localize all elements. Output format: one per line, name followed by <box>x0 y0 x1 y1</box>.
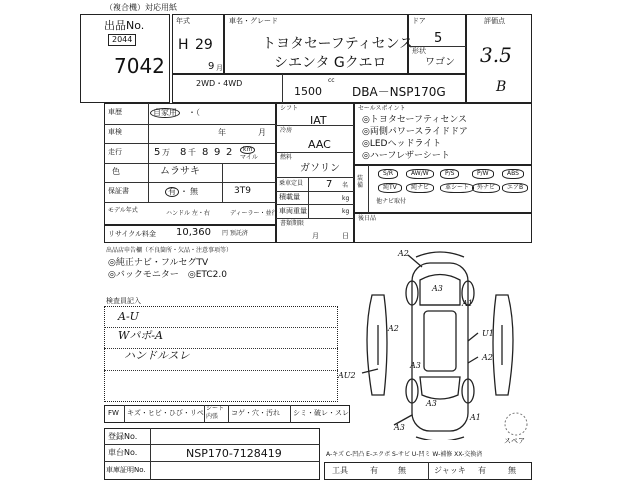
equip-label: 装備 <box>357 175 364 190</box>
equip-navi: 純ナビ <box>406 183 434 193</box>
mileage-d1: 5 <box>154 147 161 158</box>
inspection-year-unit: 年 <box>218 128 226 137</box>
seat-label2: 内張 <box>206 413 219 420</box>
displacement-value: 1500 <box>294 85 322 98</box>
seat-items: コゲ・穴・汚れ <box>231 409 280 417</box>
ac-label: 冷房 <box>280 127 293 134</box>
recycle-value: 10,360 <box>176 227 211 238</box>
year-label: 年式 <box>176 17 190 25</box>
inspector-label: 検査員記入 <box>106 297 141 305</box>
recycle-unit: 円 預託済 <box>222 230 248 237</box>
frame-value: NSP170-7128419 <box>186 447 282 460</box>
sales-item: ◎両側パワースライドドア <box>362 127 468 137</box>
mileage-unit2: マイル <box>240 154 258 161</box>
exhibit-notes-label: 出品店申告欄（不良箇所・欠品・注意事項等） <box>106 247 233 254</box>
other-notes-box <box>354 213 532 243</box>
diagram-mark: A1 <box>470 413 481 422</box>
weight-unit: kg <box>342 208 350 215</box>
spare-tire-icon <box>502 410 530 438</box>
fuel-value: ガソリン <box>300 163 340 174</box>
door-label: ドア <box>412 17 426 25</box>
spare-label: スペア <box>504 437 525 445</box>
sales-item: ◎トヨタセーフティセンス <box>362 115 468 125</box>
mileage-u1: 万 <box>162 148 170 157</box>
diagram-mark: A2 <box>388 324 399 333</box>
inspector-note: A-U <box>118 310 139 323</box>
mileage-u2: 千 <box>188 148 196 157</box>
weight-label: 車両重量 <box>279 207 307 215</box>
mileage-unit: km <box>240 146 255 154</box>
tools-yes: 有 <box>370 466 378 475</box>
equip-aw: AW/W <box>406 169 434 179</box>
deadline-label: 書類期限 <box>280 220 305 227</box>
diagram-mark: A2 <box>482 353 493 362</box>
other-notes-label: 後日品 <box>358 215 377 222</box>
model-code: DBA－NSP170G <box>352 85 446 99</box>
registration-label: 登録No. <box>108 432 138 441</box>
shift-value: IAT <box>310 114 327 127</box>
shape-value: ワゴン <box>425 57 455 68</box>
mileage-d4: 9 <box>214 147 221 158</box>
jack-no: 無 <box>508 466 516 475</box>
color-value: ムラサキ <box>160 166 200 177</box>
inspection-label: 車検 <box>108 128 122 136</box>
inspection-month-unit: 月 <box>258 128 266 137</box>
jack-label: ジャッキ <box>434 466 466 475</box>
tools-label: 工具 <box>332 466 348 475</box>
capacity-value: 7 <box>326 179 333 190</box>
lot-label: 出品No. <box>104 19 145 32</box>
equip-other: 他ナビ取付 <box>376 198 407 205</box>
grade-score: 3.5 <box>480 43 512 67</box>
load-unit: kg <box>342 195 350 202</box>
equip-leather: 革シート <box>440 183 474 193</box>
diagram-mark: A3 <box>432 284 443 293</box>
exhibit-note: ◎バックモニター ◎ETC2.0 <box>108 270 227 280</box>
seat-label: シート <box>206 405 225 412</box>
load-label: 積載量 <box>279 193 300 201</box>
diagram-mark: AU2 <box>338 371 356 380</box>
history-mark: ・（ <box>188 108 200 117</box>
tools-no: 無 <box>398 466 406 475</box>
equip-ps: P/S <box>440 169 459 179</box>
id-label: 車庫証明No. <box>106 466 146 474</box>
ac-value: AAC <box>308 138 331 151</box>
diagram-mark: A3 <box>394 423 405 432</box>
mileage-d5: 2 <box>226 147 233 158</box>
recycle-label: リサイクル料金 <box>108 230 157 238</box>
diagram-mark: A3 <box>426 399 437 408</box>
diagram-mark: A1 <box>462 299 473 308</box>
warranty-sep: ・ <box>180 187 188 196</box>
shift-label: シフト <box>280 105 299 112</box>
handle-row-label: モデル年式 <box>108 207 138 214</box>
color-label: 色 <box>112 167 120 176</box>
inspector-note: Wパポ-A <box>118 329 163 342</box>
model-line1: トヨタセーフティセンス <box>262 36 414 52</box>
equip-airbag: エアB <box>502 183 528 193</box>
jack-yes: 有 <box>478 466 486 475</box>
year-era: H <box>178 37 189 53</box>
grade-interior: B <box>496 79 507 95</box>
equip-outer-navi: 外ナビ <box>472 183 500 193</box>
capacity-label: 乗車定員 <box>279 180 304 187</box>
sales-item: ◎LEDヘッドライト <box>362 139 442 149</box>
fw-label: FW <box>108 409 119 417</box>
fuel-label: 燃料 <box>280 154 293 161</box>
sales-label: セールスポイント <box>358 105 406 112</box>
legend: A-キズ C-凹凸 E-エクボ S-サビ U-凹ミ W-補修 XX-交換済 <box>326 451 483 458</box>
deadline-month: 月 <box>312 232 319 240</box>
year-month: 9 <box>208 61 215 72</box>
capacity-unit: 名 <box>342 182 349 189</box>
frame-label: 車台No. <box>108 448 138 457</box>
sales-item: ◎ハーフレザーシート <box>362 151 450 161</box>
mileage-d3: 8 <box>202 147 209 158</box>
diagram-mark: A3 <box>410 361 421 370</box>
door-value: 5 <box>434 31 443 46</box>
deadline-day: 日 <box>342 232 349 240</box>
lot-stamp: 2044 <box>108 34 136 46</box>
history-label: 車歴 <box>108 108 122 116</box>
color-code: 3T9 <box>234 186 251 196</box>
shape-label: 形状 <box>412 47 426 55</box>
equip-tv: 純TV <box>378 183 402 193</box>
equip-abs: ABS <box>502 169 524 179</box>
mileage-d2: 8 <box>180 147 187 158</box>
grade-label: 評価点 <box>484 17 505 25</box>
other-items: シミ・破レ・スレ <box>293 409 349 417</box>
warranty-label: 保証書 <box>108 187 129 195</box>
warranty-no: 無 <box>190 187 198 196</box>
model-line2: シエンタ Gクエロ <box>274 55 387 71</box>
year-value: 29 <box>195 37 213 53</box>
year-month-unit: 月 <box>216 64 223 72</box>
equip-sr: S/R <box>378 169 398 179</box>
drive-value: 2WD・4WD <box>196 79 243 88</box>
model-label: 車名・グレード <box>229 17 278 25</box>
diagram-mark: A2 <box>398 249 409 258</box>
fw-items: キズ・ヒビ・ひび・リペ <box>127 409 204 417</box>
history-value: 自家用 <box>150 108 180 118</box>
exhibit-note: ◎純正ナビ・フルセグTV <box>108 258 209 268</box>
warranty-yes: 有 <box>165 187 179 197</box>
top-note: （複合機）対応用紙 <box>105 3 177 12</box>
lot-number: 7042 <box>114 54 165 78</box>
diagram-mark: U1 <box>482 329 494 338</box>
mileage-label: 走行 <box>108 148 122 156</box>
handle-row-dealer: ディーラー・並行 <box>230 210 278 217</box>
handle-row-handle: ハンドル 左・右 <box>166 210 210 217</box>
displacement-unit: cc <box>328 77 335 84</box>
inspector-note: ハンドルスレ <box>124 349 190 362</box>
equip-pw: P/W <box>472 169 494 179</box>
